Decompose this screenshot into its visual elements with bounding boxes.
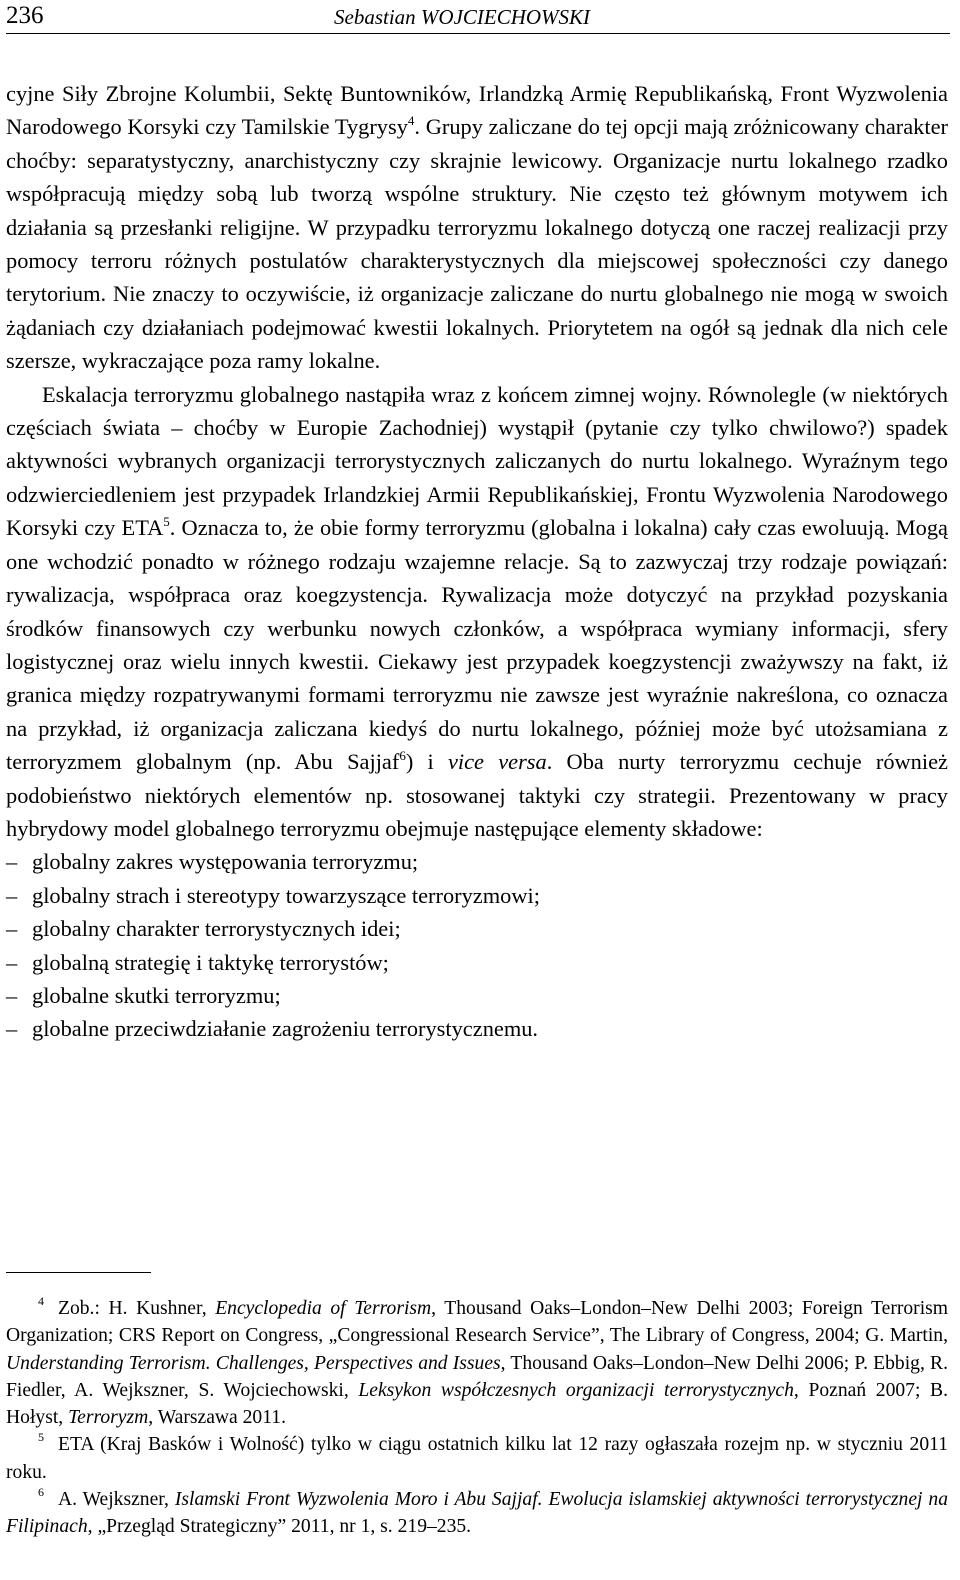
book-title: Understanding Terrorism. Challenges, Perspectives and Issues [6, 1352, 501, 1374]
footnote-5-mark: 5 [38, 1430, 44, 1445]
footnote-ref-5[interactable]: 5 [163, 514, 170, 530]
footnote-separator [6, 1272, 151, 1273]
list-dash: – [6, 849, 18, 875]
paragraph-2 [6, 378, 948, 846]
list-item: – globalny charakter terrorystycznych idei; [6, 912, 948, 945]
footnote-6-mark: 6 [38, 1485, 44, 1500]
list-dash: – [6, 916, 18, 942]
header-rule [6, 33, 950, 34]
list-item: – globalne skutki terroryzmu; [6, 979, 948, 1012]
footnote-5: $^5$ ETA (Kraj Basków i Wolność) tylko w ciągu ostatnich kilku lat 12 razy ogłaszała rozejm np. w styczniu 2011 roku. [6, 1430, 948, 1483]
footnote-ref-6[interactable]: 6 [399, 748, 406, 764]
paragraph-2-text-cont2: ) i [405, 749, 448, 775]
list-item: – globalną strategię i taktykę terrorystów; [6, 946, 948, 979]
elements-list [6, 845, 948, 1045]
paragraph-1-text-cont: . Grupy zaliczane do tej opcji mają zróżnicowany charakter choćby: separatystyczny, anarchistyczny czy skrajnie lewicowy. Organizacje nurtu lokalnego rzadko współpracują między sobą lub tworzą wspólne struktury. Nie często też głównym motywem ich działania są przesłanki religijne. W przypadku terroryzmu lokalnego dotyczą one raczej realizacji przy pomocy terroru różnych postulatów charakterystycznych dla miejscowej społeczności czy danego terytorium. Nie znaczy to oczywiście, iż organizacje zaliczane do nurtu globalnego nie mogą w swoich żądaniach czy działaniach podejmować kwestii lokalnych. Priorytetem na ogół są jednak dla nich cele szersze, wykraczające poza ramy lokalne. [6, 114, 948, 374]
list-item: – globalny zakres występowania terroryzmu; [6, 845, 948, 878]
vice-versa-italic: vice versa [447, 749, 547, 775]
paragraph-1 [6, 77, 948, 378]
running-header [6, 0, 950, 34]
paragraph-2-text-cont3: . Oba nurty terroryzmu cechuje również podobieństwo niektórych elementów np. stosowanej taktyki czy strategii. Prezentowany w pracy hybrydowy model globalnego terroryzmu obejmuje następujące elementy składowe: [6, 749, 948, 841]
book-title: Leksykon współczesnych organizacji terrorystycznych [358, 1379, 794, 1401]
main-text [6, 77, 948, 1046]
footnotes [6, 1295, 948, 1541]
page-number: 236 [6, 2, 44, 29]
list-item: – globalny strach i stereotypy towarzyszące terroryzmowi; [6, 879, 948, 912]
list-dash: – [6, 882, 18, 908]
paragraph-2-text-cont: . Oznacza to, że obie formy terroryzmu (globalna i lokalna) cały czas ewoluują. Mogą one wchodzić ponadto w różnego rodzaju wzajemne relacje. Są to zazwyczaj trzy rodzaje powiązań: rywalizacja, współpraca oraz koegzystencja. Rywalizacja może dotyczyć na przykład pozyskania środków finansowych czy werbunku nowych członków, a współpraca wymiany informacji, sfery logistycznej oraz wielu innych kwestii. Ciekawy jest przypadek koegzystencji zważywszy na fakt, iż granica między rozpatrywanymi formami terroryzmu nie zawsze jest wyraźnie nakreślona, co oznacza na przykład, iż organizacja zaliczana kiedyś do nurtu lokalnego, później może być utożsamiana z terroryzmem globalnym (np. Abu Sajjaf [6, 515, 948, 775]
book-title: Terroryzm [68, 1407, 149, 1429]
list-item: – globalne przeciwdziałanie zagrożeniu terrorystycznemu. [6, 1012, 948, 1045]
footnote-4: $^4$ Zob.: H. Kushner, Encyclopedia of Terrorism, Thousand Oaks–London–New Delhi 2003; Foreign Terrorism Organization; CRS Report on Congress, „Congressional Research Service”, The Library of Congress, 2004; G. Martin, Understanding Terrorism. Challenges, Perspectives and Issues, Thousand Oaks–London–New Delhi 2006; P. Ebbig, R. Fiedler, A. Wejkszner, S. Wojciechowski, Leksykon współczesnych organizacji terrorystycznych, Poznań 2007; B. Hołyst, Terroryzm, Warszawa 2011. [6, 1294, 948, 1429]
footnote-6: $^6$ A. Wejkszner, Islamski Front Wyzwolenia Moro i Abu Sajjaf. Ewolucja islamskiej aktywności terrorystycznej na Filipinach, „Przegląd Strategiczny” 2011, nr 1, s. 219–235. [6, 1485, 948, 1538]
list-dash: – [6, 1016, 18, 1042]
book-title: Encyclopedia of Terrorism [215, 1298, 432, 1319]
paragraph-1-text: cyjne Siły Zbrojne Kolumbii, Sektę Buntowników, Irlandzką Armię Republikańską, Front Wyzwolenia Narodowego Korsyki czy Tamilskie Tygrysy [6, 81, 948, 140]
list-dash: – [6, 982, 18, 1008]
list-dash: – [6, 949, 18, 975]
footnote-4-mark: 4 [38, 1294, 44, 1308]
footnote-ref-4[interactable]: 4 [407, 113, 415, 129]
article-title: Islamski Front Wyzwolenia Moro i Abu Sajjaf. Ewolucja islamskiej aktywności terrorystycznej na Filipinach [6, 1489, 948, 1538]
paragraph-2-text: Eskalacja terroryzmu globalnego nastąpiła wraz z końcem zimnej wojny. Równolegle (w niektórych częściach świata – choćby w Europie Zachodniej) wystąpił (pytanie czy tylko chwilowo?) spadek aktywności wybranych organizacji terrorystycznych zaliczanych do nurtu lokalnego. Wyraźnym tego odzwierciedleniem jest przypadek Irlandzkiej Armii Republikańskiej, Frontu Wyzwolenia Narodowego Korsyki czy ETA [6, 381, 948, 541]
running-head-author: Sebastian WOJCIECHOWSKI [334, 5, 591, 29]
